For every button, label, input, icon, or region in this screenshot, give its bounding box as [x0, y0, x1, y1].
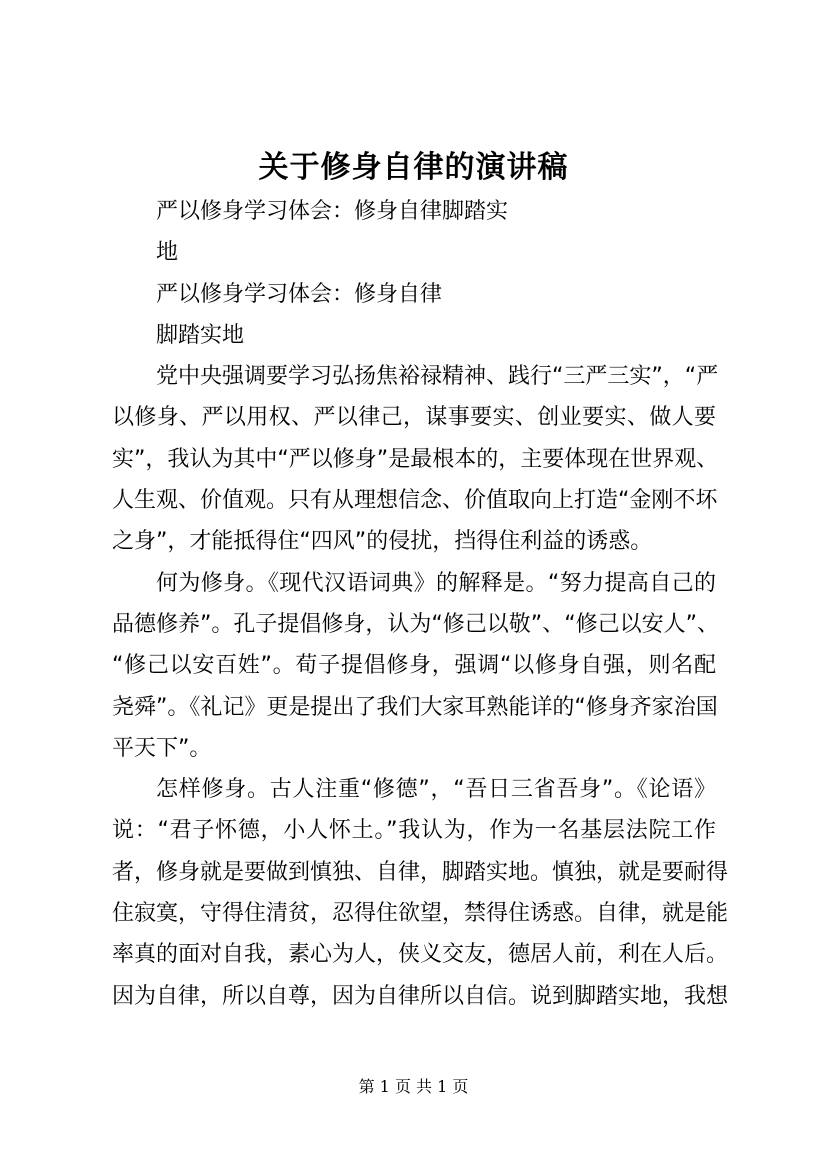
body-line: 品德修养”。孔子提倡修身，认为“修己以敬”、“修己以安人”、	[112, 611, 719, 637]
body-line: 尧舜”。《礼记》更是提出了我们大家耳熟能详的“修身齐家治国	[112, 694, 718, 720]
body-line: 严以修身学习体会：修身自律	[156, 281, 443, 307]
body-line: 怎样修身。古人注重“修德”，“吾日三省吾身”。《论语》	[156, 777, 716, 803]
body-line: 者，修身就是要做到慎独、自律，脚踏实地。慎独，就是要耐得	[112, 859, 729, 885]
body-line: 因为自律，所以自尊，因为自律所以自信。说到脚踏实地，我想	[112, 983, 729, 1009]
body-line: 说：“君子怀德，小人怀土。”我认为，作为一名基层法院工作	[112, 818, 716, 844]
body-line: 之身”，才能抵得住“四风”的侵扰，挡得住利益的诱惑。	[112, 529, 653, 555]
document-body	[112, 191, 729, 1017]
page-footer: 第 1 页 共 1 页	[358, 1077, 469, 1096]
document-title: 关于修身自律的演讲稿	[258, 150, 569, 185]
body-line: 党中央强调要学习弘扬焦裕禄精神、践行“三严三实”，“严	[156, 364, 719, 390]
body-line: 人生观、价值观。只有从理想信念、价值取向上打造“金刚不坏	[112, 488, 718, 514]
body-line: 脚踏实地	[156, 322, 245, 348]
body-line: “修己以安百姓”。荀子提倡修身，强调“以修身自强，则名配	[112, 653, 716, 679]
body-line: 地	[156, 240, 179, 266]
body-line: 实”，我认为其中“严以修身”是最根本的，主要体现在世界观、	[112, 446, 719, 472]
body-line: 率真的面对自我，素心为人，侠义交友，德居人前，利在人后。	[112, 942, 729, 968]
body-line: 平天下”。	[112, 735, 212, 761]
body-line: 严以修身学习体会：修身自律脚踏实	[156, 199, 509, 224]
body-line: 住寂寞，守得住清贫，忍得住欲望，禁得住诱惑。自律，就是能	[112, 901, 729, 927]
body-line: 以修身、严以用权、严以律己，谋事要实、创业要实、做人要	[112, 405, 716, 431]
body-line: 何为修身。《现代汉语词典》的解释是。“努力提高自己的	[156, 570, 716, 596]
